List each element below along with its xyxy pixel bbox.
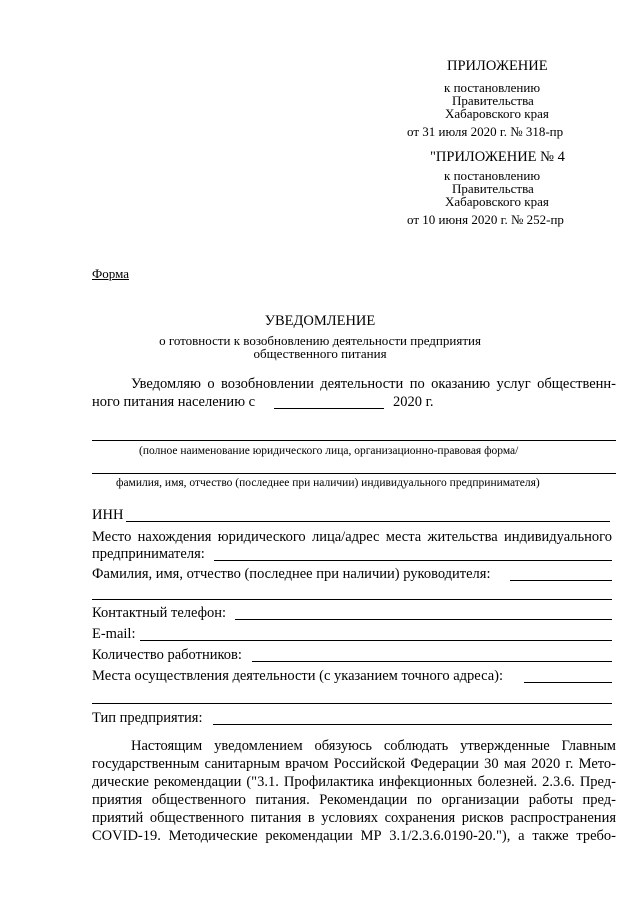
appendix4-title: "ПРИЛОЖЕНИЕ № 4: [430, 149, 565, 165]
obligation-line-2: государственным санитарным врачом Российской Федерации 30 мая 2020 г. Мето-: [92, 756, 616, 772]
appendix4-region: Хабаровского края: [445, 194, 549, 209]
legal-name-caption: (полное наименование юридического лица, организационно-правовая форма/: [139, 445, 519, 457]
places-label: Места осуществления деятельности (с указанием точного адреса):: [92, 668, 503, 684]
obligation-line-5: приятий общественного питания в условиях сохранения рисков распространения: [92, 810, 616, 826]
email-label: E-mail:: [92, 626, 136, 642]
employees-field[interactable]: [252, 661, 612, 662]
entrepreneur-caption: фамилия, имя, отчество (последнее при наличии) индивидуального предпринимателя): [116, 477, 540, 489]
intro-line-2b: 2020 г.: [393, 394, 434, 410]
appendix4-date: от 10 июня 2020 г. № 252-пр: [407, 212, 564, 227]
notice-subtitle-1: о готовности к возобновлению деятельности предприятия: [159, 333, 481, 348]
email-field[interactable]: [140, 640, 612, 641]
entrepreneur-name-line[interactable]: [92, 473, 616, 474]
phone-label: Контактный телефон:: [92, 605, 227, 621]
location-label-line-1: Место нахождения юридического лица/адрес места жительства индивидуального: [92, 529, 612, 545]
places-field[interactable]: [524, 682, 612, 683]
appendix4-to: к постановлению: [444, 168, 541, 183]
obligation-line-6: COVID-19. Методические рекомендации МР 3.1/2.3.6.0190-20."), а также требо-: [92, 828, 616, 844]
location-label-line-2: предпринимателя:: [92, 546, 205, 562]
notice-title: УВЕДОМЛЕНИЕ: [264, 313, 376, 329]
inn-label: ИНН: [92, 507, 124, 523]
head-name-field-continued[interactable]: [92, 599, 612, 600]
places-field-continued[interactable]: [92, 703, 612, 704]
form-label: Форма: [92, 266, 129, 281]
head-name-label: Фамилия, имя, отчество (последнее при наличии) руководителя:: [92, 566, 491, 582]
appendix-region: Хабаровского края: [445, 106, 549, 121]
obligation-line-4: приятия общественного питания. Рекомендации по организации работы пред-: [92, 792, 616, 808]
employees-label: Количество работников:: [92, 647, 242, 663]
appendix-to: к постановлению: [444, 80, 541, 95]
notice-subtitle-2: общественного питания: [253, 346, 387, 361]
obligation-line-1: Настоящим уведомлением обязуюсь соблюдать утвержденные Главным: [131, 738, 616, 754]
appendix4-gov: Правительства: [452, 181, 534, 196]
intro-line-2a: ного питания населению с: [92, 394, 256, 410]
type-field[interactable]: [213, 724, 612, 725]
inn-field[interactable]: [126, 521, 610, 522]
head-name-field[interactable]: [510, 580, 612, 581]
phone-field[interactable]: [235, 619, 612, 620]
appendix-date: от 31 июля 2020 г. № 318-пр: [407, 124, 564, 139]
type-label: Тип предприятия:: [92, 710, 203, 726]
intro-line-1: Уведомляю о возобновлении деятельности по оказанию услуг общественн-: [131, 376, 616, 392]
start-date-blank[interactable]: [274, 408, 384, 409]
location-field[interactable]: [214, 560, 612, 561]
appendix-gov: Правительства: [452, 93, 534, 108]
obligation-line-3: дические рекомендации ("3.1. Профилактика инфекционных болезней. 2.3.6. Пред-: [92, 774, 616, 790]
legal-name-line[interactable]: [92, 440, 616, 441]
appendix-title: ПРИЛОЖЕНИЕ: [447, 58, 548, 74]
